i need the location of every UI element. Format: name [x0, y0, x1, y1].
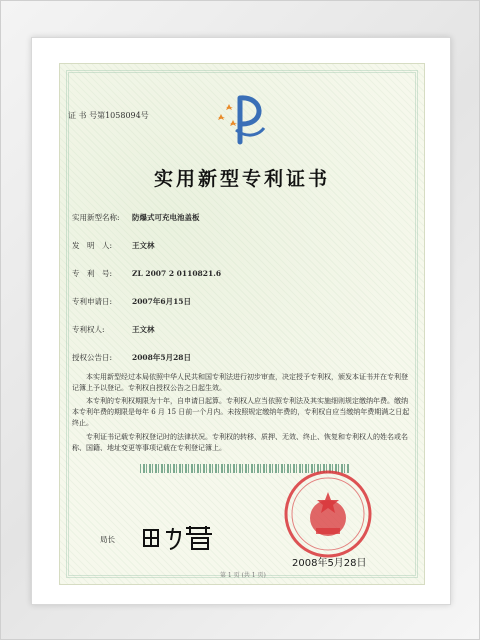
official-seal-icon: [282, 468, 374, 560]
field-label: 专利申请日:: [72, 297, 113, 306]
field-value: 2007年6月15日: [132, 297, 192, 306]
field-label: 发 明 人:: [72, 241, 113, 250]
field-patentee: [72, 324, 155, 335]
patent-office-logo-icon: [212, 80, 272, 150]
field-inventor: [72, 240, 155, 251]
director-signature: [140, 522, 216, 552]
issue-date-stamp: 2008年5月28日: [292, 558, 367, 569]
director-label: 局长: [100, 535, 115, 544]
field-label: 专 利 号:: [72, 269, 113, 278]
certificate-number: 证 书 号第1058094号: [68, 111, 149, 120]
certificate-paper: [59, 63, 425, 585]
paragraph-term-and-fees: 本专利的专利权期限为十年，自申请日起算。专利权人应当依照专利法及其实施细则规定缴纳年费。缴纳本专利年费的期限是每年 6 月 15 日前一个月内。未按照规定缴纳年费的，专利权自应当缴纳年费期满之日起终止。: [72, 397, 410, 427]
field-label: 专利权人:: [72, 325, 105, 334]
field-label: 授权公告日:: [72, 353, 113, 362]
certificate-title: 实用新型专利证书: [153, 168, 330, 190]
field-application-date: [72, 296, 191, 307]
paragraph-grant-decision: 本实用新型经过本局依照中华人民共和国专利法进行初步审查，决定授予专利权，颁发本证书并在专利登记簿上予以登记。专利权自授权公告之日起生效。: [72, 373, 408, 392]
paragraph-legal-status: 专利证书记载专利权登记时的法律状况。专利权的转移、质押、无效、终止、恢复和专利权人的姓名或名称、国籍、地址变更等事项记载在专利登记簿上。: [72, 433, 408, 452]
page-number: 第 1 页 (共 1 页): [220, 572, 266, 579]
field-value: 2008年5月28日: [132, 353, 192, 362]
field-value: 防爆式可充电池盖板: [132, 213, 200, 222]
field-value: 王文林: [132, 241, 155, 250]
field-value: 王文林: [132, 325, 155, 334]
field-label: 实用新型名称:: [72, 213, 120, 222]
field-grant-date: [72, 352, 191, 363]
field-patent-number: [72, 268, 221, 279]
field-utility-model-name: [72, 212, 200, 223]
field-value: ZL 2007 2 0110821.6: [132, 269, 222, 278]
